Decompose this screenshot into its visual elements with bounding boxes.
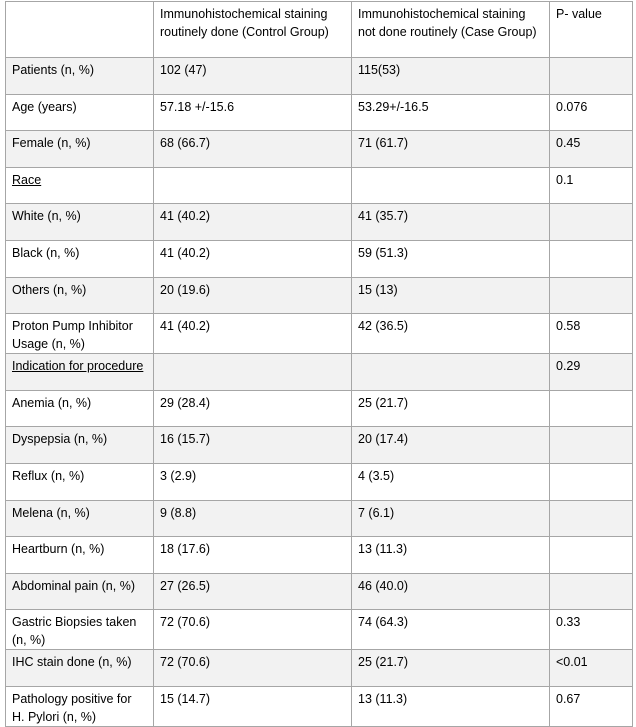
case-value: 7 (6.1) [352, 500, 550, 537]
table-row [6, 610, 633, 650]
control-value: 41 (40.2) [154, 314, 352, 354]
control-value: 72 (70.6) [154, 650, 352, 687]
row-label: Patients (n, %) [6, 58, 154, 95]
table-row [6, 131, 633, 168]
table-row [6, 390, 633, 427]
case-value: 25 (21.7) [352, 390, 550, 427]
p-value: <0.01 [550, 650, 633, 687]
row-label: Race [6, 167, 154, 204]
case-value: 41 (35.7) [352, 204, 550, 241]
control-value [154, 354, 352, 391]
row-label: Female (n, %) [6, 131, 154, 168]
table-row [6, 204, 633, 241]
table-row [6, 58, 633, 95]
table-row [6, 427, 633, 464]
row-label: Indication for procedure [6, 354, 154, 391]
control-value: 9 (8.8) [154, 500, 352, 537]
row-label: Age (years) [6, 94, 154, 131]
p-value: 0.076 [550, 94, 633, 131]
p-value: 0.1 [550, 167, 633, 204]
case-value: 59 (51.3) [352, 240, 550, 277]
table-row [6, 354, 633, 391]
header-cell-case-group: Immunohistochemical staining not done routinely (Case Group) [352, 2, 550, 58]
p-value: 0.67 [550, 686, 633, 726]
p-value [550, 463, 633, 500]
case-value: 20 (17.4) [352, 427, 550, 464]
case-value: 13 (11.3) [352, 686, 550, 726]
case-value: 71 (61.7) [352, 131, 550, 168]
p-value: 0.33 [550, 610, 633, 650]
row-label: Melena (n, %) [6, 500, 154, 537]
case-value: 115(53) [352, 58, 550, 95]
case-value [352, 354, 550, 391]
p-value [550, 277, 633, 314]
control-value: 41 (40.2) [154, 240, 352, 277]
control-value: 15 (14.7) [154, 686, 352, 726]
control-value: 72 (70.6) [154, 610, 352, 650]
p-value [550, 390, 633, 427]
table-row [6, 240, 633, 277]
control-value: 27 (26.5) [154, 573, 352, 610]
case-value: 74 (64.3) [352, 610, 550, 650]
row-label: Anemia (n, %) [6, 390, 154, 427]
table-row [6, 537, 633, 574]
row-label: Others (n, %) [6, 277, 154, 314]
table-row [6, 314, 633, 354]
p-value [550, 573, 633, 610]
row-label: Reflux (n, %) [6, 463, 154, 500]
row-label: Abdominal pain (n, %) [6, 573, 154, 610]
control-value: 16 (15.7) [154, 427, 352, 464]
header-cell [6, 2, 154, 58]
p-value [550, 204, 633, 241]
p-value [550, 500, 633, 537]
p-value [550, 58, 633, 95]
case-value [352, 167, 550, 204]
case-value: 46 (40.0) [352, 573, 550, 610]
case-value: 13 (11.3) [352, 537, 550, 574]
row-label: Black (n, %) [6, 240, 154, 277]
case-value: 53.29+/-16.5 [352, 94, 550, 131]
comparison-table [5, 1, 633, 727]
row-label: Heartburn (n, %) [6, 537, 154, 574]
control-value: 68 (66.7) [154, 131, 352, 168]
table-row [6, 463, 633, 500]
table-row [6, 167, 633, 204]
case-value: 25 (21.7) [352, 650, 550, 687]
row-label: Proton Pump Inhibitor Usage (n, %) [6, 314, 154, 354]
p-value: 0.29 [550, 354, 633, 391]
header-cell-control-group: Immunohistochemical staining routinely done (Control Group) [154, 2, 352, 58]
p-value [550, 537, 633, 574]
control-value: 57.18 +/-15.6 [154, 94, 352, 131]
control-value: 29 (28.4) [154, 390, 352, 427]
control-value: 18 (17.6) [154, 537, 352, 574]
row-label: Gastric Biopsies taken (n, %) [6, 610, 154, 650]
p-value: 0.58 [550, 314, 633, 354]
control-value [154, 167, 352, 204]
table-row [6, 277, 633, 314]
control-value: 20 (19.6) [154, 277, 352, 314]
control-value: 41 (40.2) [154, 204, 352, 241]
case-value: 4 (3.5) [352, 463, 550, 500]
p-value [550, 240, 633, 277]
table-row [6, 573, 633, 610]
table-row [6, 650, 633, 687]
table-body [6, 2, 633, 727]
p-value [550, 427, 633, 464]
row-label: White (n, %) [6, 204, 154, 241]
control-value: 102 (47) [154, 58, 352, 95]
header-row [6, 2, 633, 58]
p-value: 0.45 [550, 131, 633, 168]
table-row [6, 500, 633, 537]
case-value: 42 (36.5) [352, 314, 550, 354]
row-label: Pathology positive for H. Pylori (n, %) [6, 686, 154, 726]
table-row [6, 94, 633, 131]
row-label: IHC stain done (n, %) [6, 650, 154, 687]
table-row [6, 686, 633, 726]
case-value: 15 (13) [352, 277, 550, 314]
header-cell-p-value: P- value [550, 2, 633, 58]
row-label: Dyspepsia (n, %) [6, 427, 154, 464]
control-value: 3 (2.9) [154, 463, 352, 500]
